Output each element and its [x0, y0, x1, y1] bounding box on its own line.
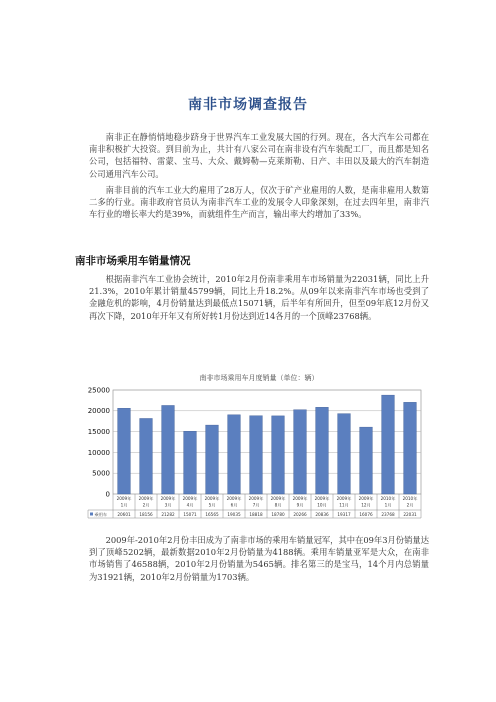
data-label: 18818: [249, 511, 263, 517]
data-label: 16076: [359, 511, 373, 517]
legend-label: 乘用车: [94, 511, 108, 517]
x-tick-label: 2009年: [336, 496, 352, 501]
chart-title: 南非市场乘用车月度销量（单位：辆）: [199, 374, 319, 382]
x-tick-label-month: 10月: [317, 502, 327, 508]
x-tick-label: 2009年: [292, 496, 308, 501]
bar: [382, 395, 395, 494]
data-label: 18156: [139, 511, 153, 517]
bar: [360, 427, 373, 494]
x-tick-label-month: 6月: [230, 502, 238, 508]
section-heading: 南非市场乘用车销量情况: [75, 255, 191, 267]
y-tick-label: 10000: [87, 448, 110, 457]
sales-bar-chart: [86, 384, 426, 524]
bar: [404, 402, 417, 494]
x-tick-label: 2009年: [248, 496, 264, 501]
x-tick-label: 2009年: [160, 496, 176, 501]
x-tick-label: 2010年: [402, 496, 418, 501]
x-tick-label: 2009年: [138, 496, 154, 501]
x-tick-label-month: 2月: [406, 502, 414, 508]
x-tick-label: 2009年: [314, 496, 330, 501]
data-label: 16565: [205, 511, 219, 517]
data-label: 20266: [293, 511, 307, 517]
data-label: 19317: [337, 511, 351, 517]
x-tick-label: 2009年: [358, 496, 374, 501]
bar: [338, 414, 351, 494]
bar: [272, 416, 285, 494]
x-tick-label-month: 9月: [296, 502, 304, 508]
x-tick-label-month: 1月: [384, 502, 392, 508]
data-label: 20836: [315, 511, 329, 517]
y-tick-label: 20000: [87, 407, 110, 416]
data-label: 15071: [183, 511, 197, 517]
legend-swatch: [90, 513, 93, 516]
bar: [206, 425, 219, 494]
x-tick-label-month: 12月: [361, 502, 371, 508]
x-tick-label: 2009年: [226, 496, 242, 501]
section-paragraph: 根据南非汽车工业协会统计，2010年2月份南非乘用车市场销量为22031辆，同比上升21.3%，2010年累计销量45799辆，同比上升18.2%。从09年以来南非汽车市场也受到了金融危机的影响，4月份销量达到最低点15071辆，后半年有所回升，但至09年底12月份又再次下降，2010年开年又有所好转1月份达到近14各月的一个顶峰23768辆。: [89, 274, 429, 321]
x-tick-label-month: 4月: [186, 502, 194, 508]
x-tick-label-month: 8月: [274, 502, 282, 508]
intro-paragraph-2: 南非目前的汽车工业大约雇用了28万人，仅次于矿产业雇用的人数，是南非雇用人数第二多的行业。南非政府官员认为南非汽车工业的发展令人印象深刻，在过去四年里，南非汽车行业的增长率大约是39%，而就组件生产而言，输出率大约增加了33%。: [89, 185, 429, 220]
x-tick-label-month: 5月: [208, 502, 216, 508]
intro-paragraph-1: 南非正在静悄悄地稳步跻身于世界汽车工业发展大国的行列。现在，各大汽车公司都在南非积极扩大投资。到目前为止，共计有八家公司在南非设有汽车装配工厂，而且都是知名公司，包括福特、雷蒙、宝马、大众、戴姆勒—克莱斯勒、日产、丰田以及最大的汽车制造公司通用汽车公司。: [89, 132, 429, 179]
data-label: 21282: [161, 511, 175, 517]
y-tick-label: 5000: [92, 469, 110, 478]
plot-area: [113, 390, 421, 494]
x-tick-label: 2010年: [380, 496, 396, 501]
bar: [118, 408, 131, 494]
y-tick-label: 25000: [87, 386, 110, 395]
y-tick-label: 0: [105, 490, 110, 499]
x-tick-label: 2009年: [116, 496, 132, 501]
x-tick-label: 2009年: [182, 496, 198, 501]
data-label: 22031: [403, 511, 417, 517]
x-tick-label-month: 3月: [164, 502, 172, 508]
x-tick-label: 2009年: [270, 496, 286, 501]
bar: [228, 415, 241, 494]
data-label: 19035: [227, 511, 241, 517]
data-label: 20601: [117, 511, 131, 517]
x-tick-label-month: 11月: [339, 502, 349, 508]
x-tick-label-month: 7月: [252, 502, 260, 508]
x-tick-label-month: 1月: [120, 502, 128, 508]
y-tick-label: 15000: [87, 428, 110, 436]
bar: [162, 405, 175, 494]
bar: [184, 431, 197, 494]
closing-paragraph: 2009年-2010年2月份丰田成为了南非市场的乘用车销量冠军，其中在09年3月份销量达到了顶峰5202辆，最新数据2010年2月份销量为4188辆。乘用车销量亚军是大众，在南非市场销售了46588辆，2010年2月份销量为5465辆。排名第三的是宝马，14个月内总销量为31921辆，2010年2月份销量为1703辆。: [89, 535, 429, 582]
data-label: 23768: [381, 511, 395, 517]
bar: [316, 407, 329, 494]
bar: [250, 416, 263, 494]
bar: [140, 418, 153, 494]
bar: [294, 410, 307, 494]
x-tick-label: 2009年: [204, 496, 220, 501]
page-title: 南非市场调查报告: [188, 97, 308, 113]
data-label: 18780: [271, 511, 285, 517]
x-tick-label-month: 2月: [142, 502, 150, 508]
